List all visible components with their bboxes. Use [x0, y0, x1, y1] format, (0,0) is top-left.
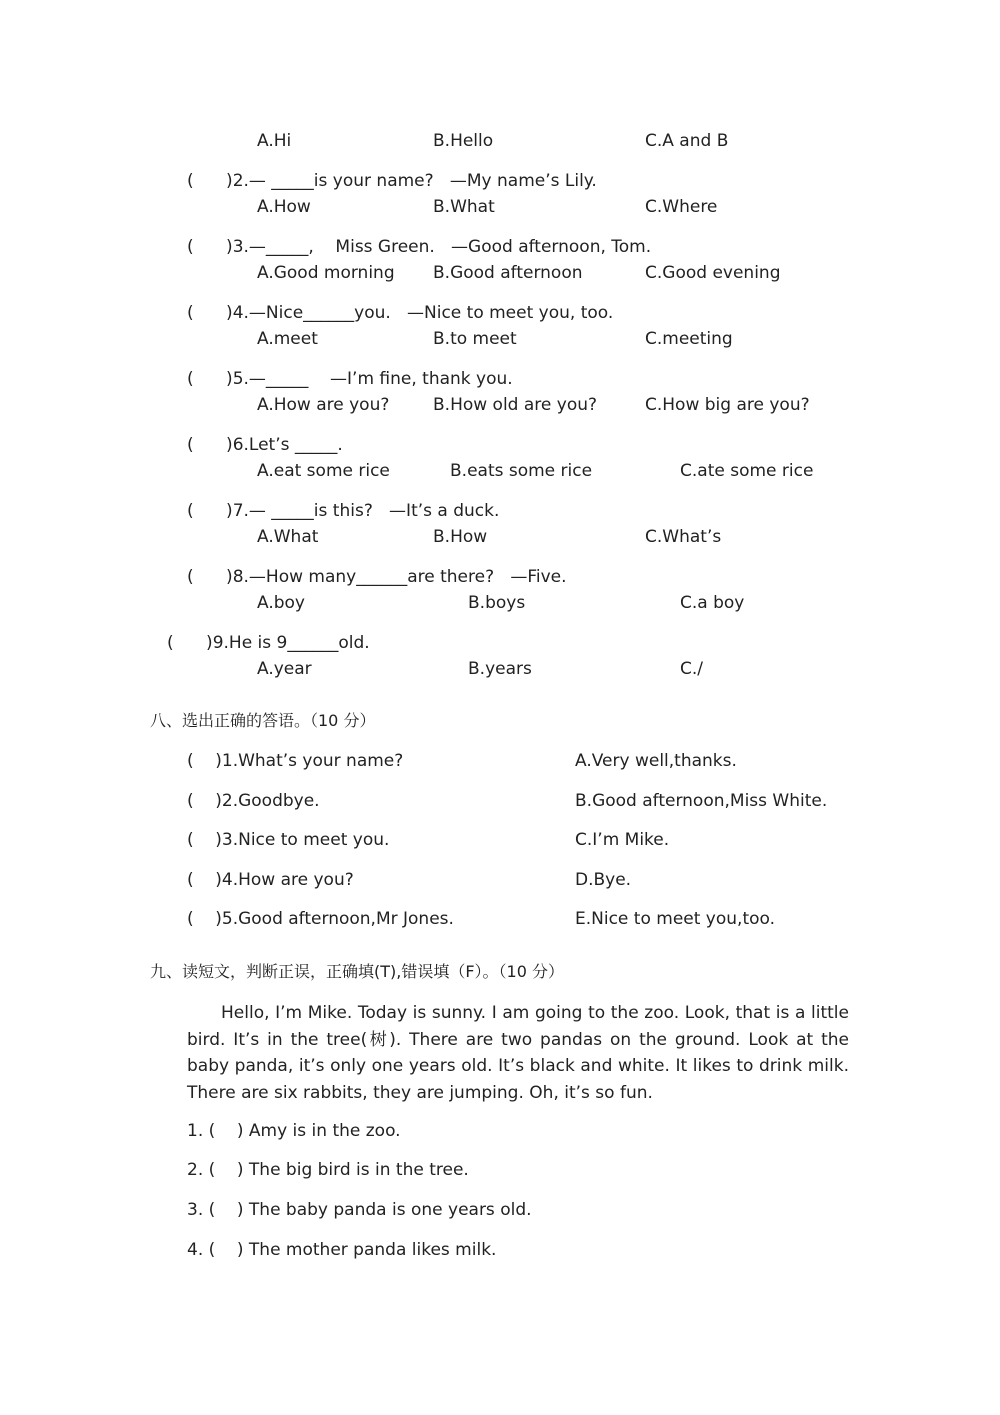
q4-option-c: C.meeting: [645, 329, 733, 349]
q2-option-a: A.How: [257, 197, 311, 217]
q2-option-b: B.What: [433, 197, 495, 217]
q5-option-c: C.How big are you?: [645, 395, 810, 415]
q6-option-b: B.eats some rice: [450, 461, 593, 481]
q1-option-b: B.Hello: [433, 131, 494, 151]
q5-stem: ( )5.—_____ —I’m fine, thank you.: [187, 369, 513, 389]
q2-option-c: C.Where: [645, 197, 718, 217]
q8-option-a: A.boy: [257, 593, 305, 613]
matching-question-1: ( )1.What’s your name?: [187, 751, 404, 771]
statement-1: 1. ( ) Amy is in the zoo.: [187, 1121, 401, 1141]
matching-question-2: ( )2.Goodbye.: [187, 791, 320, 811]
q9-stem: ( )9.He is 9______old.: [167, 633, 370, 653]
matching-answer-c: C.I’m Mike.: [575, 830, 670, 850]
q6-stem: ( )6.Let’s _____.: [187, 435, 343, 455]
matching-answer-a: A.Very well,thanks.: [575, 751, 737, 771]
section8-title: 八、选出正确的答语。（10 分）: [150, 711, 376, 730]
q7-option-b: B.How: [433, 527, 488, 547]
matching-answer-e: E.Nice to meet you,too.: [575, 909, 776, 929]
q4-stem: ( )4.—Nice______you. —Nice to meet you, too.: [187, 303, 614, 323]
q9-option-b: B.years: [468, 659, 532, 679]
matching-answer-d: D.Bye.: [575, 870, 632, 890]
q1-option-a: A.Hi: [257, 131, 292, 151]
q8-option-c: C.a boy: [680, 593, 745, 613]
q3-option-a: A.Good morning: [257, 263, 395, 283]
q1-option-c: C.A and B: [645, 131, 729, 151]
q4-option-b: B.to meet: [433, 329, 517, 349]
q3-option-b: B.Good afternoon: [433, 263, 583, 283]
q5-option-b: B.How old are you?: [433, 395, 598, 415]
q7-option-a: A.What: [257, 527, 319, 547]
statement-2: 2. ( ) The big bird is in the tree.: [187, 1160, 469, 1180]
matching-question-5: ( )5.Good afternoon,Mr Jones.: [187, 909, 454, 929]
q8-option-b: B.boys: [468, 593, 526, 613]
q6-option-a: A.eat some rice: [257, 461, 390, 481]
matching-answer-b: B.Good afternoon,Miss White.: [575, 791, 828, 811]
q4-option-a: A.meet: [257, 329, 318, 349]
q3-stem: ( )3.—_____, Miss Green. —Good afternoon, Tom.: [187, 237, 652, 257]
statement-3: 3. ( ) The baby panda is one years old.: [187, 1200, 532, 1220]
q7-stem: ( )7.— _____is this? —It’s a duck.: [187, 501, 500, 521]
matching-question-4: ( )4.How are you?: [187, 870, 354, 890]
q8-stem: ( )8.—How many______are there? —Five.: [187, 567, 567, 587]
statement-4: 4. ( ) The mother panda likes milk.: [187, 1240, 497, 1260]
matching-question-3: ( )3.Nice to meet you.: [187, 830, 390, 850]
q9-option-a: A.year: [257, 659, 312, 679]
section9-title: 九、读短文，判断正误，正确填(T),错误填（F）。（10 分）: [150, 962, 564, 981]
reading-passage: Hello, I’m Mike. Today is sunny. I am going to the zoo. Look, that is a little bird. It’s in the tree(树). There are two pandas on the ground. Look at the baby panda, it’s only one years old. It’s black and white. It likes to drink milk. There are six rabbits, they are jumping. Oh, it’s so fun.: [187, 1003, 849, 1103]
q6-option-c: C.ate some rice: [680, 461, 814, 481]
q5-option-a: A.How are you?: [257, 395, 390, 415]
q3-option-c: C.Good evening: [645, 263, 781, 283]
q9-option-c: C./: [680, 659, 704, 679]
q2-stem: ( )2.— _____is your name? —My name’s Lily.: [187, 171, 597, 191]
q7-option-c: C.What’s: [645, 527, 722, 547]
